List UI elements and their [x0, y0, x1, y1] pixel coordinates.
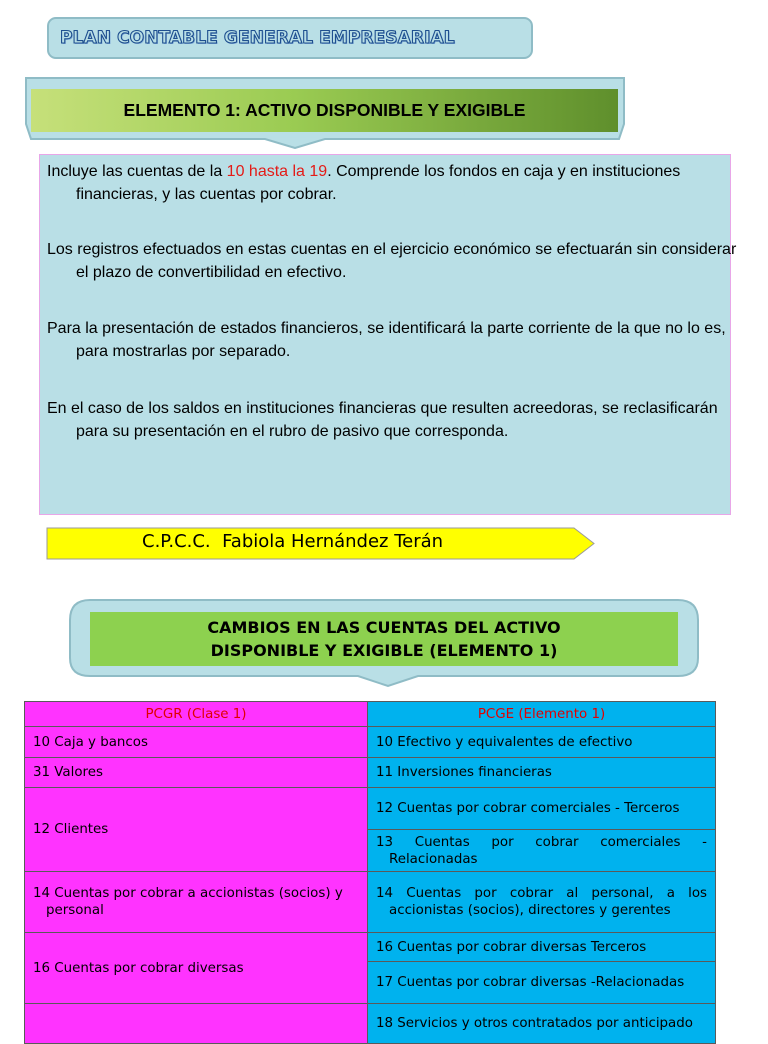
pcgr-cell: 10 Caja y bancos [25, 727, 368, 758]
table-row [25, 758, 716, 788]
table-row [25, 933, 716, 962]
header-pcgr: PCGR (Clase 1) [25, 702, 368, 727]
pcge-cell: 18 Servicios y otros contratados por anticipado [368, 1004, 716, 1044]
table-row [25, 872, 716, 933]
table-row [25, 788, 716, 830]
changes-banner-line-1: CAMBIOS EN LAS CUENTAS DEL ACTIVO [207, 618, 561, 637]
table-row [25, 727, 716, 758]
p1-highlight-range: 10 hasta la 19 [226, 163, 328, 180]
element-banner [25, 77, 625, 149]
main-title: PLAN CONTABLE GENERAL EMPRESARIAL [60, 28, 455, 48]
pcge-cell: 17 Cuentas por cobrar diversas -Relacionadas [368, 962, 716, 1004]
pcgr-cell: 14 Cuentas por cobrar a accionistas (socios) y personal [25, 872, 368, 933]
table-header-row [25, 702, 716, 727]
pcgr-cell: 16 Cuentas por cobrar diversas [25, 933, 368, 1004]
pcge-cell: 12 Cuentas por cobrar comerciales - Terceros [368, 788, 716, 830]
description-paragraph-1 [47, 160, 752, 206]
comparison-table [24, 701, 716, 1044]
element-banner-text: ELEMENTO 1: ACTIVO DISPONIBLE Y EXIGIBLE [123, 100, 526, 120]
description-paragraph-4: En el caso de los saldos en instituciones financieras que resulten acreedoras, se reclasificarán para su presentación en el rubro de pasivo que corresponda. [47, 400, 718, 440]
author-name: C.P.C.C. Fabiola Hernández Terán [142, 531, 444, 552]
pcge-cell: 16 Cuentas por cobrar diversas Terceros [368, 933, 716, 962]
pcge-cell: 14 Cuentas por cobrar al personal, a los accionistas (socios), directores y gerentes [368, 872, 716, 933]
description-paragraph-3: Para la presentación de estados financieros, se identificará la parte corriente de la que no lo es, para mostrarlas por separado. [47, 320, 726, 360]
pcgr-cell: 12 Clientes [25, 788, 368, 872]
p1-text-start: Incluye las cuentas de la [47, 163, 227, 180]
description-paragraph-2: Los registros efectuados en estas cuentas en el ejercicio económico se efectuarán sin considerar el plazo de convertibilidad en efectivo. [47, 241, 737, 281]
author-label [46, 527, 596, 560]
pcge-cell: 11 Inversiones financieras [368, 758, 716, 788]
changes-banner-label-box [90, 612, 678, 666]
header-pcge: PCGE (Elemento 1) [368, 702, 716, 727]
pcge-cell: 10 Efectivo y equivalentes de efectivo [368, 727, 716, 758]
pcgr-cell: 31 Valores [25, 758, 368, 788]
pcge-cell: 13 Cuentas por cobrar comerciales - Relacionadas [368, 830, 716, 872]
description-box [39, 154, 737, 515]
element-banner-label-box [31, 89, 618, 132]
p1-text-end: . Comprende los fondos en caja y en instituciones financieras, y las cuentas por cobrar. [76, 163, 681, 203]
changes-banner [68, 598, 700, 688]
main-title-box [47, 17, 533, 59]
changes-banner-line-2: DISPONIBLE Y EXIGIBLE (ELEMENTO 1) [210, 641, 558, 660]
